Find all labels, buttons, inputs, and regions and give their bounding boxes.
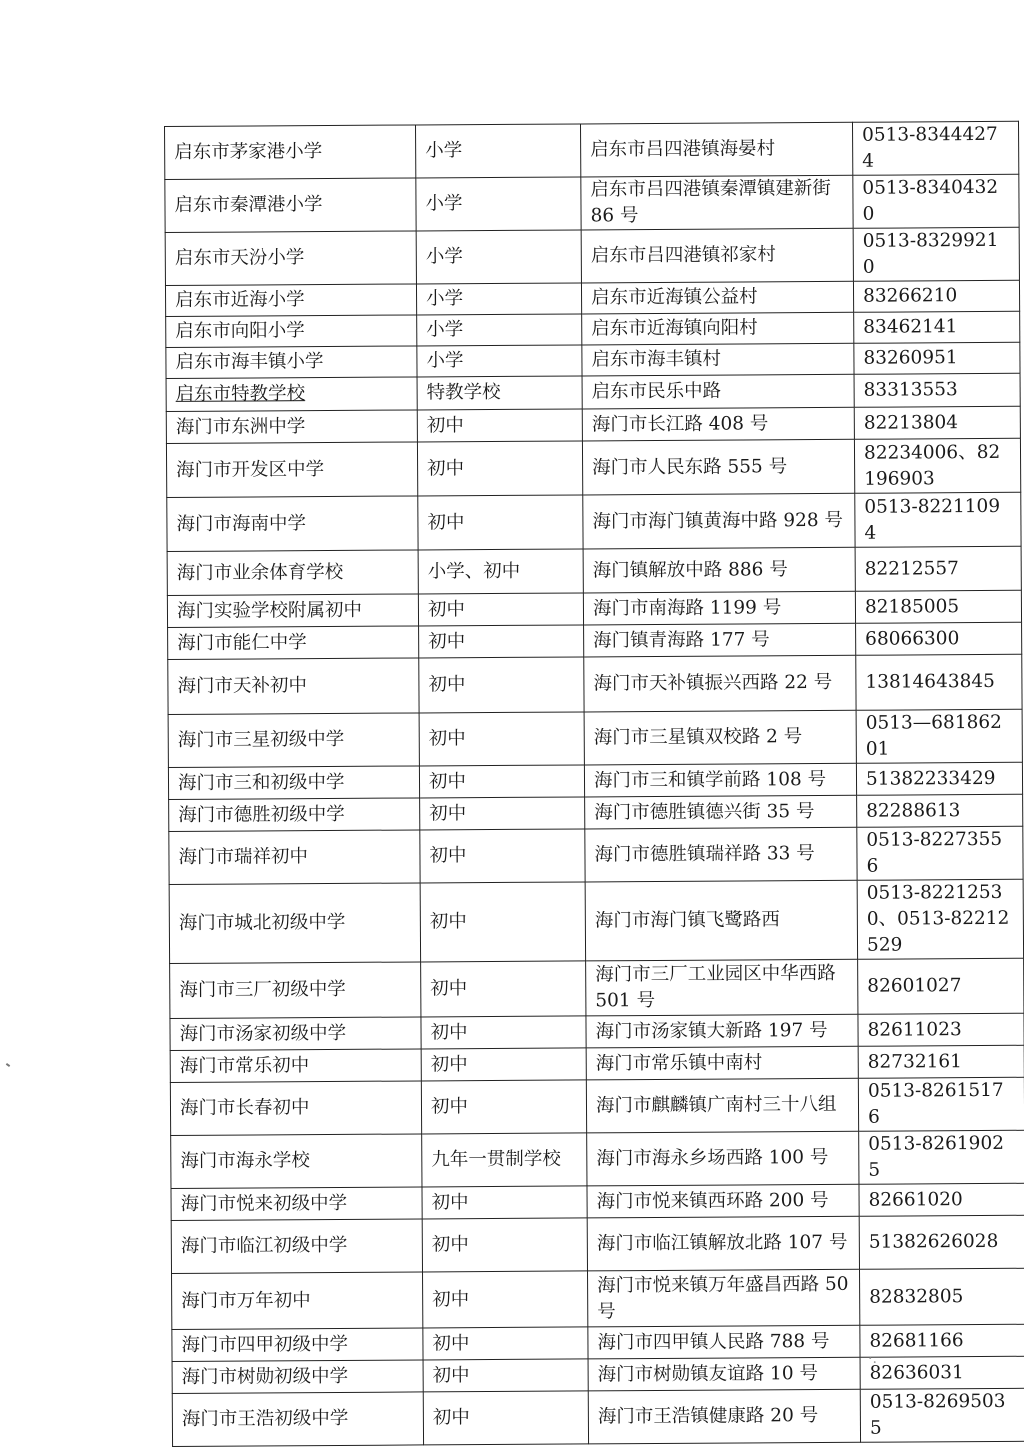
phone-cell-text: 82732161 xyxy=(867,1050,962,1073)
phone-cell-text: 82636031 xyxy=(869,1361,964,1384)
address-cell-text: 启东市吕四港镇秦潭镇建新街 86 号 xyxy=(590,177,831,227)
school-type-cell-text: 小学 xyxy=(425,140,463,162)
school-type-cell xyxy=(416,177,581,231)
table-row xyxy=(168,709,1022,767)
address-cell xyxy=(586,1046,858,1080)
school-name-cell xyxy=(167,550,418,596)
address-cell xyxy=(584,710,856,765)
address-cell xyxy=(581,228,853,283)
school-name-cell-text: 海门市业余体育学校 xyxy=(176,561,344,584)
school-type-cell-text: 初中 xyxy=(430,1096,469,1118)
table-row xyxy=(170,1077,1024,1135)
school-type-cell xyxy=(423,1327,588,1360)
school-type-cell-text: 初中 xyxy=(430,1021,468,1043)
school-name-cell-text: 海门市海永学校 xyxy=(180,1150,310,1172)
school-name-cell xyxy=(167,594,418,628)
school-type-cell xyxy=(417,409,582,442)
school-type-cell xyxy=(419,657,584,713)
school-type-cell xyxy=(416,283,581,315)
scan-speck xyxy=(6,1063,10,1067)
address-cell-text: 海门市德胜镇瑞祥路 33 号 xyxy=(594,843,815,866)
school-name-cell-text: 启东市天汾小学 xyxy=(174,247,305,269)
school-name-cell-text: 海门市树勋初级中学 xyxy=(181,1365,349,1388)
school-name-cell-text: 海门市德胜初级中学 xyxy=(178,803,345,826)
phone-cell xyxy=(858,1013,1024,1046)
address-cell xyxy=(580,122,852,177)
address-cell-text: 启东市近海镇公益村 xyxy=(590,286,758,309)
school-name-cell-text: 海门市四甲初级中学 xyxy=(181,1333,349,1356)
school-type-cell-text: 小学 xyxy=(425,288,464,310)
school-type-cell xyxy=(420,829,585,883)
school-name-cell xyxy=(169,798,420,832)
address-cell xyxy=(583,493,855,549)
address-cell-text: 海门市常乐镇中南村 xyxy=(595,1051,763,1074)
school-name-cell xyxy=(166,346,417,379)
school-name-cell-text: 海门市天补初中 xyxy=(177,675,308,697)
address-cell-text: 启东市海丰镇村 xyxy=(591,348,722,371)
school-type-cell xyxy=(423,1391,588,1445)
phone-cell-text: 83462141 xyxy=(863,316,958,338)
school-type-cell xyxy=(416,230,581,284)
school-type-cell-text: 初中 xyxy=(429,911,467,933)
school-name-cell xyxy=(172,1272,423,1330)
phone-cell xyxy=(859,1183,1024,1216)
school-name-cell xyxy=(171,1187,422,1221)
school-name-cell xyxy=(165,284,416,317)
school-type-cell-text: 初中 xyxy=(428,770,467,792)
school-name-cell-text: 启东市海丰镇小学 xyxy=(175,351,324,373)
school-name-cell-text: 海门实验学校附属初中 xyxy=(176,599,363,622)
school-type-cell-text: 小学 xyxy=(425,246,463,268)
school-name-cell xyxy=(168,766,419,800)
school-name-cell-text: 海门市王浩初级中学 xyxy=(181,1407,349,1430)
address-cell-text: 海门市三和镇学前路 108 号 xyxy=(593,768,827,791)
school-type-cell-text: 初中 xyxy=(426,414,464,436)
school-type-cell xyxy=(417,314,582,346)
address-cell-text: 海门市海门镇飞鹭路西 xyxy=(594,909,780,932)
address-cell xyxy=(587,1131,859,1186)
table-row xyxy=(165,227,1019,285)
address-cell-text: 海门市海门镇黄海中路 928 号 xyxy=(592,509,844,532)
school-name-cell xyxy=(170,1017,421,1051)
scan-speck: ·. xyxy=(868,1351,877,1367)
address-cell xyxy=(588,1325,860,1359)
phone-cell xyxy=(853,280,1019,312)
address-cell xyxy=(585,795,857,829)
address-cell-text: 海门市王浩镇健康路 20 号 xyxy=(597,1405,819,1428)
school-name-cell-text: 海门市常乐初中 xyxy=(179,1054,310,1077)
phone-cell-text: 82213804 xyxy=(863,411,959,434)
address-cell xyxy=(582,439,854,495)
school-name-cell xyxy=(165,231,416,286)
address-cell-text: 海门市南海路 1199 号 xyxy=(592,596,782,619)
school-type-cell xyxy=(419,712,584,766)
school-type-cell xyxy=(421,1048,586,1081)
school-type-cell xyxy=(421,1016,586,1049)
table-row xyxy=(172,1324,1024,1361)
address-cell-text: 海门市人民东路 555 号 xyxy=(592,455,788,478)
school-name-cell-text: 海门市三厂初级中学 xyxy=(179,978,346,1001)
school-name-cell-text: 海门市三和初级中学 xyxy=(177,771,345,794)
phone-cell xyxy=(856,762,1022,795)
school-name-cell xyxy=(165,178,416,233)
school-type-cell-text: 小学 xyxy=(425,193,463,215)
table-row xyxy=(170,958,1024,1018)
phone-cell-text: 0513—68186201 xyxy=(865,711,1002,760)
address-cell-text: 海门市三厂工业园区中华西路 501 号 xyxy=(595,962,836,1012)
school-name-cell-text: 启东市秦潭港小学 xyxy=(174,194,323,216)
phone-cell-text: 82661020 xyxy=(868,1188,963,1211)
school-name-cell-text: 海门市东洲中学 xyxy=(175,415,306,438)
address-cell-text: 海门市麒麟镇广南村三十八组 xyxy=(595,1093,837,1117)
phone-cell-text: 0513-82273556 xyxy=(866,828,1003,877)
school-type-cell-text: 初中 xyxy=(427,457,465,479)
phone-cell xyxy=(859,1215,1024,1269)
table-row xyxy=(166,406,1020,443)
school-name-cell xyxy=(167,496,418,552)
address-cell-text: 启东市吕四港镇海晏村 xyxy=(590,138,776,161)
table-row xyxy=(165,280,1019,316)
phone-cell-text: 83313553 xyxy=(863,379,958,401)
table-row xyxy=(172,1388,1024,1446)
address-cell-text: 启东市民乐中路 xyxy=(591,380,722,403)
school-type-cell xyxy=(418,495,583,550)
table-row xyxy=(171,1183,1024,1220)
school-type-cell xyxy=(418,549,583,594)
phone-cell-text: 0513-83404320 xyxy=(862,176,999,225)
table-row xyxy=(166,373,1020,411)
address-cell-text: 海门市临江镇解放北路 107 号 xyxy=(596,1231,848,1255)
address-cell xyxy=(581,281,853,314)
address-cell xyxy=(582,407,854,441)
address-cell xyxy=(582,343,854,376)
table-row xyxy=(171,1130,1024,1188)
phone-cell xyxy=(854,438,1020,493)
address-cell xyxy=(588,1269,860,1327)
address-cell xyxy=(585,880,857,961)
school-name-cell xyxy=(171,1219,422,1274)
school-directory-table xyxy=(164,121,1024,1447)
address-cell-text: 海门镇解放中路 886 号 xyxy=(592,558,788,581)
school-type-cell-text: 初中 xyxy=(427,598,466,620)
table-row xyxy=(168,622,1022,659)
school-type-cell-text: 初中 xyxy=(428,728,466,750)
phone-cell-text: 0513-83299210 xyxy=(862,229,999,278)
address-cell xyxy=(586,1078,858,1133)
school-type-cell-text: 初中 xyxy=(431,1234,469,1256)
school-name-cell-text: 海门市开发区中学 xyxy=(176,458,325,481)
address-cell xyxy=(581,175,853,230)
school-name-cell xyxy=(166,410,417,444)
school-name-cell-text: 启东市茅家港小学 xyxy=(174,141,323,163)
table-row xyxy=(171,1215,1024,1273)
phone-cell-text: 82832805 xyxy=(869,1285,964,1308)
school-name-cell-text: 海门市万年初中 xyxy=(181,1289,311,1312)
school-type-cell xyxy=(417,345,582,377)
school-name-cell xyxy=(169,830,420,885)
school-name-cell-text: 海门市海南中学 xyxy=(176,512,307,535)
phone-cell xyxy=(858,1077,1024,1131)
phone-cell-text: 82288613 xyxy=(866,799,961,822)
school-type-cell-text: 九年一贯制学校 xyxy=(431,1148,561,1171)
school-name-cell xyxy=(172,1392,423,1447)
phone-cell-text: 0513-82212530、0513-82212529 xyxy=(866,881,1010,956)
school-name-cell xyxy=(170,1049,421,1083)
table-row xyxy=(169,794,1023,831)
table-row xyxy=(172,1268,1024,1329)
address-cell-text: 海门市三星镇双校路 2 号 xyxy=(593,726,803,749)
table-row xyxy=(169,879,1023,963)
address-cell-text: 海门市悦来镇西环路 200 号 xyxy=(596,1189,829,1212)
school-type-cell xyxy=(420,882,585,962)
phone-cell xyxy=(854,342,1020,374)
school-type-cell-text: 初中 xyxy=(432,1332,470,1354)
table-row xyxy=(167,546,1021,595)
school-type-cell xyxy=(420,797,585,830)
address-cell xyxy=(584,655,856,712)
phone-cell xyxy=(857,794,1023,827)
school-type-cell xyxy=(422,1218,587,1272)
school-type-cell-text: 小学 xyxy=(426,319,464,341)
phone-cell xyxy=(854,311,1020,343)
phone-cell-text: 0513-82695035 xyxy=(869,1390,1006,1439)
table-row xyxy=(165,174,1019,232)
school-type-cell xyxy=(415,124,580,178)
school-name-cell-text: 海门市三星初级中学 xyxy=(177,728,345,751)
address-cell xyxy=(587,1184,859,1218)
school-name-cell xyxy=(168,713,419,768)
school-type-cell xyxy=(419,765,584,798)
table-row xyxy=(165,121,1019,179)
phone-cell xyxy=(854,373,1020,407)
phone-cell-text: 82611023 xyxy=(867,1018,962,1041)
school-name-cell-text: 海门市临江初级中学 xyxy=(180,1234,348,1257)
school-type-cell xyxy=(417,441,582,496)
school-type-cell xyxy=(421,1080,586,1134)
school-name-cell xyxy=(166,315,417,348)
school-type-cell-text: 初中 xyxy=(427,511,465,533)
phone-cell-text: 82681166 xyxy=(869,1329,964,1352)
phone-cell-text: 0513-82211094 xyxy=(864,495,1001,544)
school-name-cell-text: 海门市城北初级中学 xyxy=(178,911,346,934)
school-name-cell xyxy=(172,1360,423,1394)
address-cell-text: 海门镇青海路 177 号 xyxy=(593,628,770,651)
phone-cell xyxy=(857,826,1023,880)
address-cell xyxy=(582,374,854,409)
school-name-cell-text: 海门市能仁中学 xyxy=(177,631,307,654)
phone-cell xyxy=(858,958,1024,1014)
table-row xyxy=(167,590,1021,627)
phone-cell-text: 83266210 xyxy=(862,285,958,307)
phone-cell xyxy=(855,590,1021,623)
address-cell xyxy=(583,591,855,625)
table-row xyxy=(170,1013,1024,1050)
school-name-cell xyxy=(170,1081,421,1136)
school-type-cell xyxy=(423,1359,588,1392)
school-name-cell-text: 启东市向阳小学 xyxy=(175,320,305,342)
school-name-cell xyxy=(169,883,420,964)
address-cell-text: 启东市吕四港镇祁家村 xyxy=(590,244,776,267)
school-name-cell-text: 启东市近海小学 xyxy=(175,289,305,311)
phone-cell xyxy=(855,492,1021,547)
address-cell-text: 海门市长江路 408 号 xyxy=(591,412,769,435)
phone-cell xyxy=(858,1045,1024,1078)
phone-cell-text: 82601027 xyxy=(867,975,962,997)
school-type-cell xyxy=(419,625,584,658)
school-type-cell xyxy=(417,376,582,410)
phone-cell-text: 82234006、82196903 xyxy=(863,441,1001,490)
school-name-cell xyxy=(171,1134,422,1189)
phone-cell-text: 0513-83444274 xyxy=(862,123,998,172)
phone-cell xyxy=(856,709,1022,763)
school-name-cell xyxy=(170,962,421,1019)
phone-cell-text: 68066300 xyxy=(865,627,960,650)
address-cell-text: 海门市海永乡场西路 100 号 xyxy=(596,1146,829,1170)
address-cell xyxy=(587,1216,859,1271)
phone-cell-text: 83260951 xyxy=(863,347,958,369)
school-name-cell-text: 启东市特教学校 xyxy=(175,383,306,405)
phone-cell-text: 82185005 xyxy=(864,595,960,618)
phone-cell xyxy=(860,1388,1024,1442)
phone-cell-text: 13814643845 xyxy=(865,670,995,693)
school-name-cell xyxy=(166,377,417,412)
phone-cell-text: 82212557 xyxy=(864,557,959,580)
phone-cell-text: 0513-82615176 xyxy=(867,1079,1004,1128)
phone-cell xyxy=(856,622,1022,655)
address-cell-text: 海门市德胜镇德兴街 35 号 xyxy=(594,800,815,823)
school-name-cell-text: 海门市汤家初级中学 xyxy=(179,1022,347,1045)
school-name-cell xyxy=(172,1328,423,1362)
phone-cell xyxy=(856,654,1022,710)
address-cell xyxy=(583,547,855,593)
address-cell xyxy=(582,312,854,345)
address-cell xyxy=(586,959,858,1016)
phone-cell xyxy=(853,227,1019,281)
school-type-cell-text: 初中 xyxy=(432,1364,470,1386)
table-body xyxy=(165,121,1024,1446)
address-cell-text: 海门市天补镇振兴西路 22 号 xyxy=(593,671,833,695)
table-row xyxy=(167,492,1021,551)
school-name-cell xyxy=(168,626,419,660)
address-cell-text: 海门市树勋镇友谊路 10 号 xyxy=(597,1362,819,1385)
table-row xyxy=(170,1045,1024,1082)
school-type-cell xyxy=(421,961,586,1017)
school-type-cell-text: 初中 xyxy=(429,845,467,867)
phone-cell-text: 0513-82619025 xyxy=(868,1132,1005,1181)
school-type-cell-text: 初中 xyxy=(432,1288,470,1310)
school-type-cell-text: 初中 xyxy=(430,1053,468,1075)
address-cell-text: 启东市近海镇向阳村 xyxy=(591,317,758,340)
phone-cell-text: 51382233429 xyxy=(865,767,996,790)
school-type-cell-text: 小学、初中 xyxy=(427,560,521,582)
school-name-cell-text: 海门市悦来初级中学 xyxy=(180,1192,348,1215)
school-name-cell-text: 海门市瑞祥初中 xyxy=(178,846,309,868)
phone-cell xyxy=(853,174,1019,228)
table-row xyxy=(166,311,1020,347)
phone-cell xyxy=(854,406,1020,439)
address-cell-text: 海门市汤家镇大新路 197 号 xyxy=(595,1019,828,1042)
school-name-cell xyxy=(168,658,419,715)
table-row xyxy=(169,826,1023,884)
school-type-cell-text: 初中 xyxy=(428,674,466,696)
phone-cell xyxy=(859,1268,1024,1325)
address-cell xyxy=(585,827,857,882)
school-type-cell-text: 初中 xyxy=(428,630,466,652)
school-type-cell-text: 初中 xyxy=(430,978,468,1000)
table-row xyxy=(166,342,1020,378)
address-cell xyxy=(588,1389,860,1444)
phone-cell-text: 51382626028 xyxy=(868,1230,999,1253)
phone-cell xyxy=(852,121,1018,175)
phone-cell xyxy=(857,879,1023,959)
school-type-cell xyxy=(422,1186,587,1219)
table-row xyxy=(168,762,1022,799)
school-type-cell-text: 小学 xyxy=(426,350,464,372)
school-name-cell xyxy=(166,442,417,498)
address-cell xyxy=(586,1014,858,1048)
address-cell-text: 海门市四甲镇人民路 788 号 xyxy=(597,1330,830,1353)
school-type-cell xyxy=(418,593,583,626)
school-name-cell-text: 海门市长春初中 xyxy=(179,1097,310,1119)
phone-cell xyxy=(859,1130,1024,1184)
school-type-cell xyxy=(422,1133,587,1187)
school-type-cell xyxy=(423,1271,588,1328)
school-type-cell-text: 初中 xyxy=(429,802,467,824)
phone-cell xyxy=(855,546,1021,591)
address-cell-text: 海门市悦来镇万年盛昌西路 50 号 xyxy=(597,1273,849,1322)
table-row xyxy=(168,654,1022,714)
address-cell xyxy=(584,623,856,657)
table-row xyxy=(172,1356,1024,1393)
address-cell xyxy=(584,763,856,797)
address-cell xyxy=(588,1357,860,1391)
table-row xyxy=(166,438,1020,497)
school-type-cell-text: 特教学校 xyxy=(426,381,501,404)
school-type-cell-text: 初中 xyxy=(432,1407,470,1429)
school-name-cell xyxy=(165,125,416,180)
school-type-cell-text: 初中 xyxy=(431,1191,469,1213)
